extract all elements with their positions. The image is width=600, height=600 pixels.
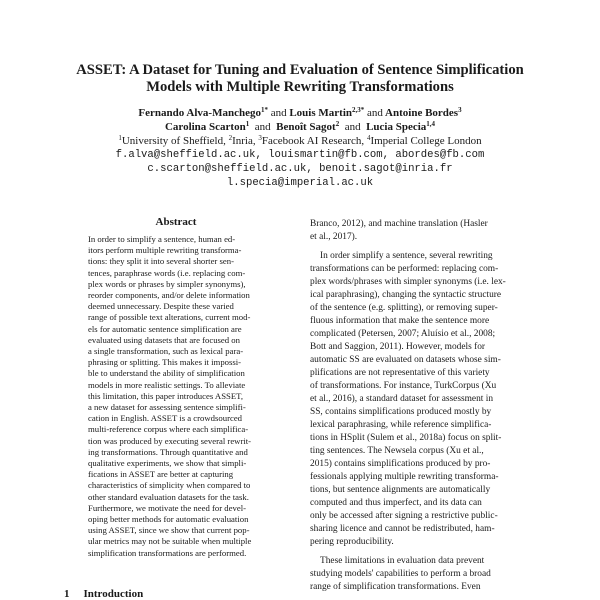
abstract-heading: Abstract <box>155 216 197 228</box>
author-block <box>30 106 570 190</box>
affiliations <box>30 134 570 148</box>
text-line: a new dataset for assessing sentence simplifi- <box>88 402 246 413</box>
text-line: These limitations in evaluation data prevent <box>320 556 485 566</box>
text-line: cation in English. ASSET is a crowdsourced <box>88 413 243 424</box>
text-line: phrasing or splitting. This makes it impossi- <box>88 357 242 368</box>
author-connector: and <box>270 107 287 119</box>
text-line: of transformations. For instance, TurkCorpus (Xu <box>310 381 497 391</box>
text-line: range of simplification transformations. Even <box>310 582 481 592</box>
affiliation-sup: 3 <box>258 134 262 142</box>
text-line: other standard evaluation datasets for the task. <box>88 491 249 502</box>
text-line: et al., 2016), a standard dataset for assessment in <box>310 394 494 404</box>
author-sup: 3 <box>458 106 462 114</box>
text-line: plex words or phrases by simpler synonyms), <box>88 278 246 289</box>
text-line: oping better methods for automatic evaluation <box>88 514 249 525</box>
text-line: simplification transformations are performed. <box>88 547 247 558</box>
author-sup: 2,3* <box>352 106 365 114</box>
text-line: Bott and Saggion, 2011). However, models for <box>310 342 486 352</box>
text-line: characteristics of simplicity when compared to <box>88 480 251 491</box>
text-line: tences, paraphrase words (i.e. replacing com- <box>88 267 246 278</box>
text-line: fications in ASSET are better at capturing <box>88 469 234 480</box>
text-line: tions, but sentence alignments are automatically <box>310 485 491 495</box>
paper-title <box>40 62 560 96</box>
text-line: only be accessed after signing a restrictive public- <box>310 511 498 521</box>
affiliation-sup: 1 <box>118 134 122 142</box>
text-line: fessionals applying multiple rewriting transforma- <box>310 472 499 482</box>
text-line: tions: they split it into several shorter sen- <box>88 256 234 267</box>
affiliation: Inria, <box>232 135 259 147</box>
text-line: range of possible text alterations, current mod- <box>88 312 251 323</box>
text-line: multi-reference corpus where each simplifica- <box>88 424 249 435</box>
text-line: using ASSET, since we show that current pop- <box>88 525 250 536</box>
text-line: computed and thus imperfect, and its data can <box>310 498 482 508</box>
author-name: Fernando Alva-Manchego <box>138 107 261 119</box>
author-name: Antoine Bordes <box>385 107 459 119</box>
text-line: a single transformation, such as lexical para- <box>88 346 244 357</box>
section-number: 1 <box>64 588 70 600</box>
text-line: SS, contains simplifications produced mostly by <box>310 407 492 417</box>
text-line: Branco, 2012), and machine translation (Hasler <box>310 219 488 229</box>
text-line: ing transformations. Through quantitative and <box>88 446 248 457</box>
author-sup: 1,4 <box>426 120 436 128</box>
author-sup: 1 <box>245 120 250 128</box>
text-line: tions in HSplit (Sulem et al., 2018a) focus on split- <box>310 433 502 443</box>
text-line: models in more realistic settings. To alleviate <box>88 379 246 390</box>
text-line: tion was produced by executing several rewrit- <box>88 435 252 446</box>
text-line: lexical paraphrasing, while reference simplifica- <box>310 420 492 430</box>
email-line: f.alva@sheffield.ac.uk, louismartin@fb.com, abordes@fb.com <box>115 149 485 161</box>
text-line: deemed unnecessary. Despite these varied <box>88 301 234 312</box>
text-line: 2015) contains simplifications produced by pro- <box>310 459 491 469</box>
affiliation: Imperial College London <box>370 135 482 147</box>
title-line: ASSET: A Dataset for Tuning and Evaluation of Sentence Simplification <box>76 62 524 78</box>
text-line: itors perform multiple rewriting transforma- <box>88 245 242 256</box>
author-connector: and <box>254 121 271 133</box>
section-heading <box>64 588 143 600</box>
text-line: of the sentence (e.g. splitting), or removing super- <box>310 303 498 313</box>
affiliation-sup: 2 <box>228 134 233 142</box>
abstract-body <box>88 234 268 559</box>
right-column-text <box>310 218 540 594</box>
text-line: this limitation, this paper introduces ASSET, <box>88 390 243 401</box>
author-name: Benoît Sagot <box>276 121 336 133</box>
text-line: complicated (Petersen, 2007; Aluísio et al., 2008; <box>310 329 496 339</box>
affiliation: Facebook AI Research, <box>261 135 367 147</box>
text-line: plex words/phrases with simpler synonyms (i.e. lex- <box>310 277 506 287</box>
text-line: et al., 2017). <box>310 232 358 242</box>
author-name: Lucia Specia <box>366 121 427 133</box>
text-line: automatic SS are evaluated on datasets whose sim- <box>310 355 501 365</box>
section-title: Introduction <box>83 588 144 600</box>
affiliation: University of Sheffield, <box>121 135 229 147</box>
text-line: Furthermore, we motivate the need for devel- <box>88 502 247 513</box>
author-connector: and <box>367 107 383 119</box>
text-line: transformations can be performed: replacing com- <box>310 264 499 274</box>
author-name: Louis Martin <box>289 107 352 119</box>
email-line: c.scarton@sheffield.ac.uk, benoit.sagot@inria.fr <box>147 163 453 175</box>
author-name: Carolina Scarton <box>164 121 246 133</box>
author-connector: and <box>344 121 361 133</box>
text-line: qualitative experiments, we show that simpli- <box>88 458 247 469</box>
author-sup: 1* <box>260 106 268 114</box>
author-line-1 <box>30 106 570 120</box>
author-line-2 <box>30 120 570 134</box>
text-line: ting sentences. The Newsela corpus (Xu et al., <box>310 446 484 456</box>
text-line: ical paraphrasing), changing the syntactic structure <box>310 290 502 300</box>
text-line: ble to understand the ability of simplification <box>88 368 245 379</box>
text-line: sharing licence and cannot be redistributed, ham- <box>310 524 495 534</box>
text-line: fluous information that make the sentence more <box>310 316 490 326</box>
text-line: reorder components, and/or delete information <box>88 290 250 301</box>
text-line: plifications are not representative of this variety <box>310 368 490 378</box>
text-line: In order to simplify a sentence, human ed- <box>88 234 236 244</box>
text-line: els for automatic sentence simplification are <box>88 323 242 334</box>
affiliation-sup: 4 <box>366 134 371 142</box>
text-line: ular metrics may not be suitable when multiple <box>88 536 252 547</box>
text-line: studying models' capabilities to perform a broad <box>310 569 491 579</box>
text-line: pering reproducibility. <box>310 537 394 547</box>
text-line: In order simplify a sentence, several rewriting <box>320 251 493 261</box>
author-sup: 2 <box>335 120 340 128</box>
text-line: evaluated using datasets that are focused on <box>88 334 240 345</box>
title-line: Models with Multiple Rewriting Transformations <box>146 79 454 95</box>
email-line: l.specia@imperial.ac.uk <box>226 177 374 189</box>
